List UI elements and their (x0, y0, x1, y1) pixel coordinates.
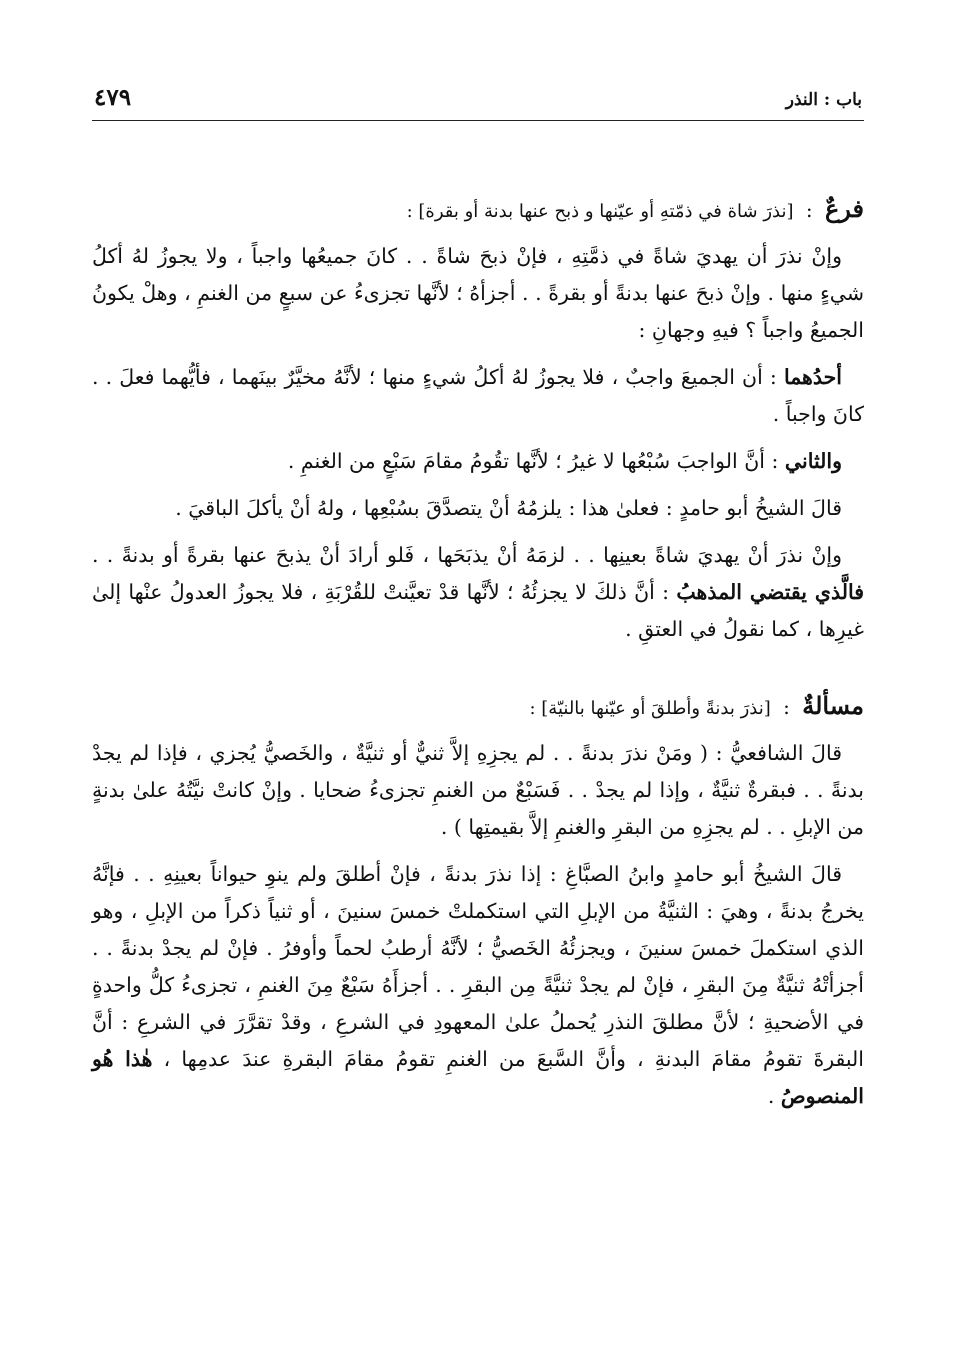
paragraph-lead: والثاني (784, 449, 842, 473)
paragraph-text: : أنَّ الواجبَ سُبْعُها لا غيرُ ؛ لأنَّها تقُومُ مقامَ سَبْعٍ من الغنمِ . (287, 449, 785, 473)
chapter-title: باب : النذر (785, 90, 862, 110)
section-title: [نذرَ شاة في ذمّتهِ أو عيّنها و ذبح عنها بدنة أو بقرة] : (406, 201, 794, 222)
page-number: ٤٧٩ (94, 84, 132, 111)
section-label: فرعٌ (824, 194, 864, 223)
paragraph-text: قالَ الشيخُ أبو حامدٍ : فعلىٰ هذا : يلزمُهُ أنْ يتصدَّقَ بسُبْعِها ، ولهُ أنْ يأكلَ الباقيَ . (175, 496, 842, 520)
paragraph (92, 238, 864, 349)
section-title: [نذرَ بدنةً وأطلقَ أو عيّنها بالنيّة] : (529, 698, 771, 719)
paragraph-text: قالَ الشيخُ أبو حامدٍ وابنُ الصبَّاغِ : إذا نذرَ بدنةً ، فإنْ أطلقَ ولم ينوِ حيواناً بعينِهِ . . فإنَّهُ يخرجُ بدنةً ، وهيَ : الثنيَّةُ من الإبلِ التي استكملتْ خمسَ سنينَ ، أو ثنياً ذكراً من الإبلِ ، وهو الذي استكملَ خمسَ سنينَ ، ويجزئُهُ الخَصيُّ ؛ لأنَّهُ أرطبُ لحماً وأوفرُ . فإنْ لم يجدْ بدنةً . . أجزأتْهُ ثنيَّةٌ مِنَ البقرِ ، فإنْ لم يجدْ ثنيَّةً مِن البقرِ . . أجزأَهُ سَبْعٌ مِنَ الغنمِ ، تجزىءُ كلُّ واحدةٍ في الأضحيةِ ؛ لأنَّ مطلقَ النذرِ يُحملُ علىٰ المعهودِ في الشرعِ ، وقدْ تقرَّرَ في الشرعِ : أنَّ البقرةَ تقومُ مقامَ البدنةِ ، وأنَّ السَّبعَ من الغنمِ تقومُ مقامَ البقرةِ عندَ عدمِها ، (92, 862, 865, 1071)
paragraph-text: وإنْ نذرَ أن يهديَ شاةً في ذمَّتِهِ ، فإنْ ذبحَ شاةً . . كانَ جميعُها واجباً ، ولا يجوزُ لهُ أكلُ شيءٍ منها . وإنْ ذبحَ عنها بدنةً أو بقرةً . . أجزأهُ ؛ لأنَّها تجزىءُ عن سبعٍ من الغنمِ ، وهلْ يكونُ الجميعُ واجباً ؟ فيهِ وجهانِ : (92, 244, 864, 342)
paragraph-text: وإنْ نذرَ أنْ يهديَ شاةً بعينِها . . لزمَهُ أنْ يذبَحَها ، فَلو أرادَ أنْ يذبحَ عنها بقرةً أو بدنةً . . (92, 543, 842, 567)
paragraph (92, 443, 864, 480)
paragraph (92, 856, 864, 1115)
paragraph-lead: أحدُهما (783, 365, 842, 389)
section-label: مسألةٌ (802, 691, 864, 720)
paragraph-tail: : أنَّ ذلكَ لا يجزئُهُ ؛ لأنَّها قدْ تعيَّنتْ للقُرْبَةِ ، فلا يجوزُ العدولُ عنْها إلىٰ غيرِها ، كما نقولُ في العتقِ . (92, 580, 864, 641)
paragraph-bold-phrase: فالَّذي يقتضي المذهبُ (676, 580, 864, 604)
paragraph-text: : أن الجميعَ واجبٌ ، فلا يجوزُ لهُ أكلُ شيءٍ منها ؛ لأنَّهُ مخيَّرٌ بينَهما ، فأيُّهما فعلَ . . كانَ واجباً . (92, 365, 864, 426)
paragraph-bold-phrase: هٰذا هُو المنصوصُ (92, 1047, 864, 1108)
paragraph-text: قالَ الشافعيُّ : ( ومَنْ نذرَ بدنةً . . لم يجزِهِ إلاَّ ثنيٌّ أو ثنيَّةٌ ، والخَصيُّ يُجزي ، فإذا لم يجدْ بدنةً . . فبقرةٌ ثنيَّةٌ ، وإذا لم يجدْ . . فَسَبْعٌ من الغنمِ تجزىءُ ضحايا . وإنْ كانتْ نيَّتُهُ علىٰ بدنةٍ من الإبلِ . . لم يجزِهِ من البقرِ والغنمِ إلاَّ بقيمتِها ) . (92, 741, 864, 839)
paragraph (92, 735, 864, 846)
running-header (92, 80, 864, 121)
paragraph (92, 359, 864, 433)
section-masala (92, 688, 864, 1115)
book-page (92, 80, 864, 1320)
paragraph (92, 537, 864, 648)
section-far (92, 191, 864, 648)
section-heading: فرعٌ : [نذرَ شاة في ذمّتهِ أو عيّنها و ذبح عنها بدنة أو بقرة] : (406, 194, 864, 223)
section-heading: مسألةٌ : [نذرَ بدنةً وأطلقَ أو عيّنها بالنيّة] : (529, 691, 864, 720)
paragraph (92, 490, 864, 527)
paragraph-tail: . (767, 1084, 781, 1108)
